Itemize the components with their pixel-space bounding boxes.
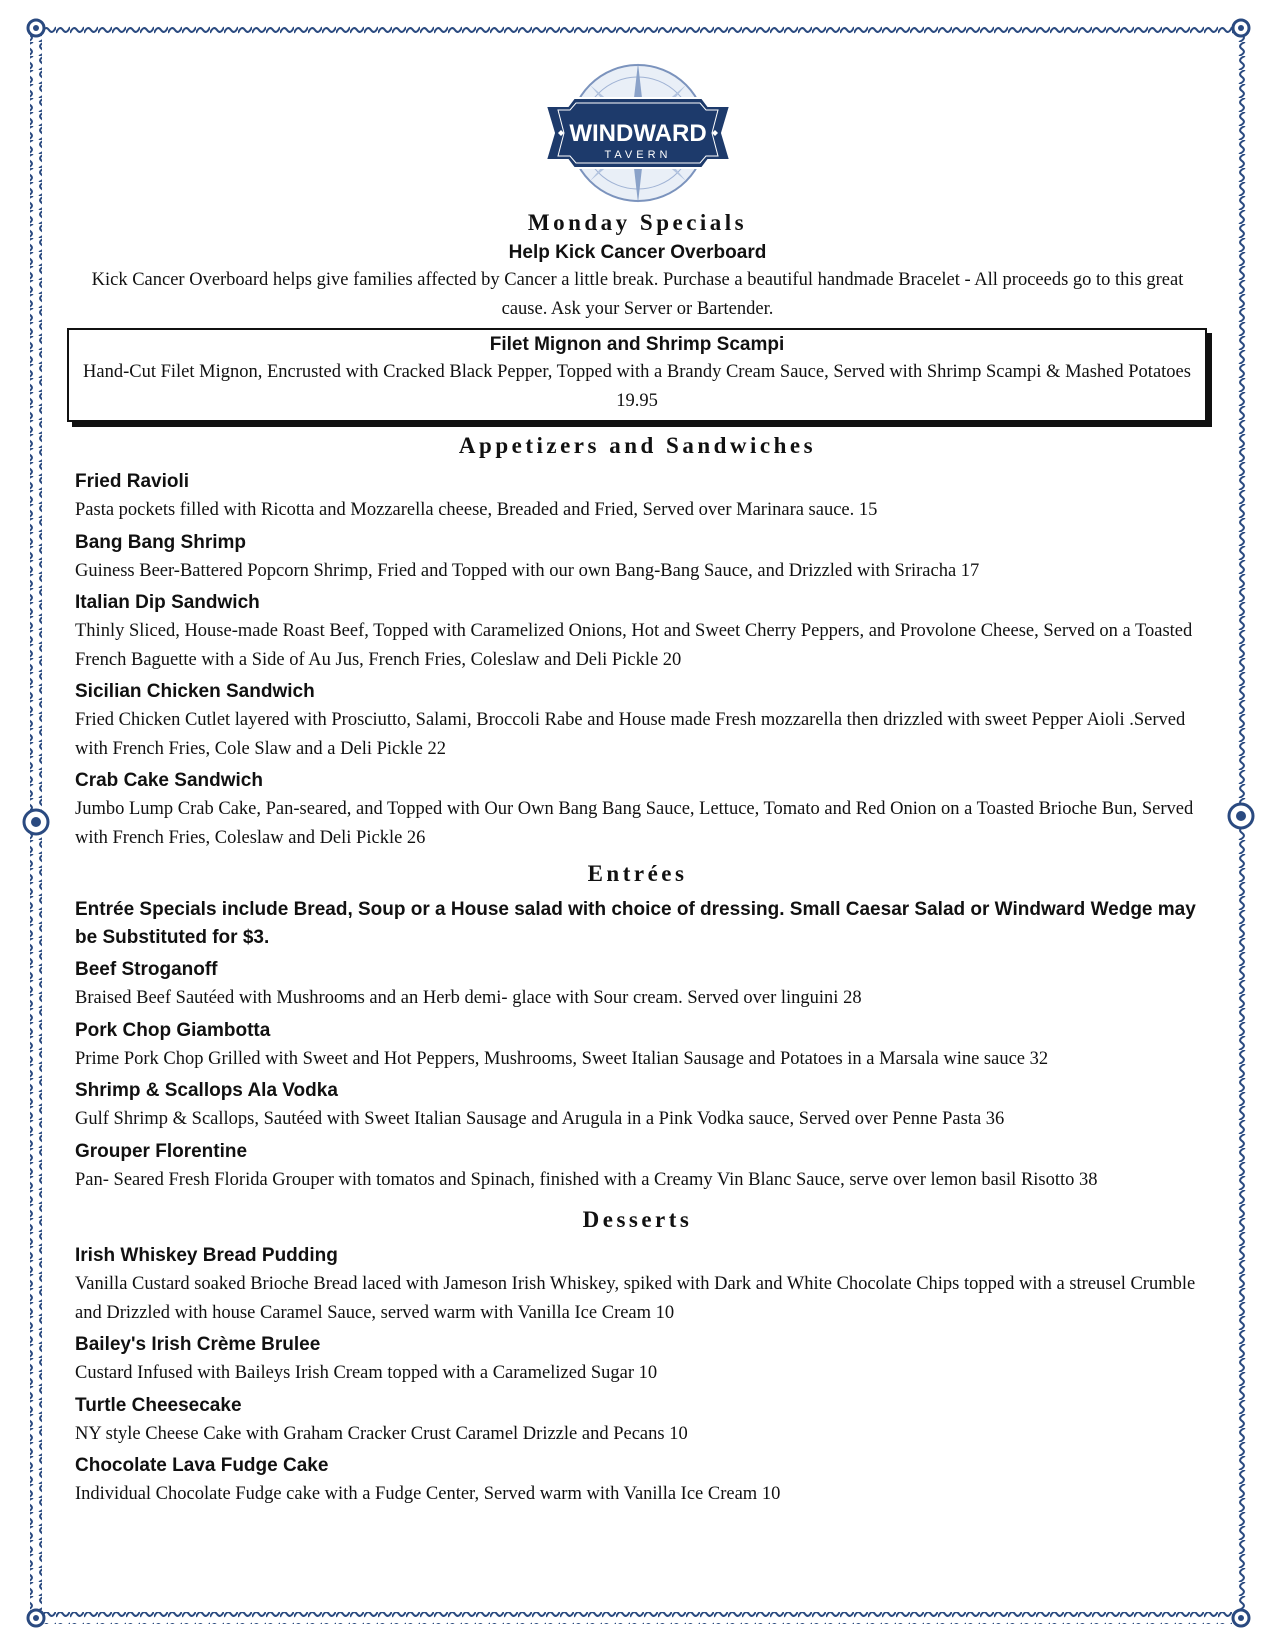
entrees-title: Entrées — [587, 861, 688, 886]
item-name: Turtle Cheesecake — [75, 1394, 242, 1416]
menu-item — [75, 589, 1200, 674]
item-desc: NY style Cheese Cake with Graham Cracker Crust Caramel Drizzle and Pecans 10 — [75, 1423, 688, 1444]
entrees-note: Entrée Specials include Bread, Soup or a House salad with choice of dressing. Small Caesar Salad or Windward Wedge may be Substituted for $3. — [75, 899, 1196, 948]
appetizers-title: Appetizers and Sandwiches — [458, 433, 817, 458]
item-desc: Braised Beef Sautéed with Mushrooms and an Herb demi- glace with Sour cream. Served over linguini 28 — [75, 988, 862, 1008]
logo — [75, 58, 1200, 208]
featured-special-desc: Hand-Cut Filet Mignon, Encrusted with Cracked Black Pepper, Topped with a Brandy Cream Sauce, Served with Shrimp Scampi & Mashed Potatoes 19.95 — [83, 362, 1191, 411]
menu-item — [75, 1242, 1200, 1327]
menu-item — [75, 767, 1200, 852]
item-desc: Jumbo Lump Crab Cake, Pan-seared, and Topped with Our Own Bang Bang Sauce, Lettuce, Tomato and Red Onion on a Toasted Brioche Bun, Served with French Fries, Coleslaw and Deli Pickle 26 — [75, 799, 1194, 848]
charity-title: Help Kick Cancer Overboard — [508, 242, 767, 263]
item-name: Chocolate Lava Fudge Cake — [75, 1455, 329, 1476]
logo-subname: TAVERN — [604, 149, 671, 161]
featured-special-box — [67, 328, 1207, 422]
menu-item — [75, 1452, 1200, 1509]
menu-item — [75, 1392, 1200, 1449]
item-desc: Pasta pockets filled with Ricotta and Mozzarella cheese, Breaded and Fried, Served over Marinara sauce. 15 — [75, 500, 878, 520]
item-name: Beef Stroganoff — [75, 959, 218, 980]
compass-logo-icon — [528, 58, 748, 208]
desserts-title: Desserts — [582, 1207, 693, 1232]
featured-special-name: Filet Mignon and Shrimp Scampi — [489, 334, 785, 355]
item-desc: Guiness Beer-Battered Popcorn Shrimp, Fried and Topped with our own Bang-Bang Sauce, and Drizzled with Sriracha 17 — [75, 560, 980, 581]
menu-content — [75, 58, 1200, 1509]
item-name: Shrimp & Scallops Ala Vodka — [75, 1080, 338, 1101]
item-name: Fried Ravioli — [75, 471, 190, 492]
item-name: Bailey's Irish Crème Brulee — [75, 1334, 321, 1355]
monday-specials-title: Monday Specials — [527, 210, 748, 235]
item-name: Pork Chop Giambotta — [75, 1019, 271, 1041]
menu-item — [75, 956, 1200, 1013]
charity-text: Kick Cancer Overboard helps give families affected by Cancer a little break. Purchase a beautiful handmade Bracelet - All proceeds go to this great cause. Ask your Server or Bartender. — [91, 270, 1184, 319]
appetizers-list — [75, 468, 1200, 852]
item-desc: Fried Chicken Cutlet layered with Prosciutto, Salami, Broccoli Rabe and House made Fresh mozzarella then drizzled with sweet Pepper Aioli .Served with French Fries, Cole Slaw and a Deli Pickle 22 — [75, 710, 1186, 759]
item-name: Grouper Florentine — [75, 1140, 248, 1162]
menu-item — [75, 1077, 1200, 1134]
item-desc: Pan- Seared Fresh Florida Grouper with tomatos and Spinach, finished with a Creamy Vin Blanc Sauce, serve over lemon basil Risotto 38 — [75, 1169, 1098, 1190]
item-desc: Vanilla Custard soaked Brioche Bread laced with Jameson Irish Whiskey, spiked with Dark and White Chocolate Chips topped with a streusel Crumble and Drizzled with house Caramel Sauce, served warm with Vanilla Ice Cream 10 — [75, 1274, 1196, 1323]
item-name: Sicilian Chicken Sandwich — [75, 681, 315, 702]
item-desc: Gulf Shrimp & Scallops, Sautéed with Sweet Italian Sausage and Arugula in a Pink Vodka sauce, Served over Penne Pasta 36 — [75, 1109, 1005, 1129]
item-desc: Prime Pork Chop Grilled with Sweet and Hot Peppers, Mushrooms, Sweet Italian Sausage and Potatoes in a Marsala wine sauce 32 — [75, 1048, 1049, 1069]
item-desc: Thinly Sliced, House-made Roast Beef, Topped with Caramelized Onions, Hot and Sweet Cherry Peppers, and Provolone Cheese, Served on a Toasted French Baguette with a Side of Au Jus, French Fries, Coleslaw and Deli Pickle 20 — [75, 621, 1193, 670]
item-name: Irish Whiskey Bread Pudding — [75, 1245, 338, 1266]
item-desc: Custard Infused with Baileys Irish Cream topped with a Caramelized Sugar 10 — [75, 1363, 658, 1383]
entrees-list — [75, 956, 1200, 1194]
menu-item — [75, 1017, 1200, 1074]
item-name: Bang Bang Shrimp — [75, 531, 247, 553]
item-name: Italian Dip Sandwich — [75, 592, 260, 613]
menu-item — [75, 529, 1200, 586]
logo-name: WINDWARD — [568, 120, 707, 147]
menu-item — [75, 468, 1200, 525]
item-name: Crab Cake Sandwich — [75, 770, 263, 791]
desserts-list — [75, 1242, 1200, 1509]
menu-item — [75, 678, 1200, 763]
menu-item — [75, 1331, 1200, 1388]
menu-item — [75, 1138, 1200, 1195]
item-desc: Individual Chocolate Fudge cake with a Fudge Center, Served warm with Vanilla Ice Cream 10 — [75, 1484, 781, 1504]
